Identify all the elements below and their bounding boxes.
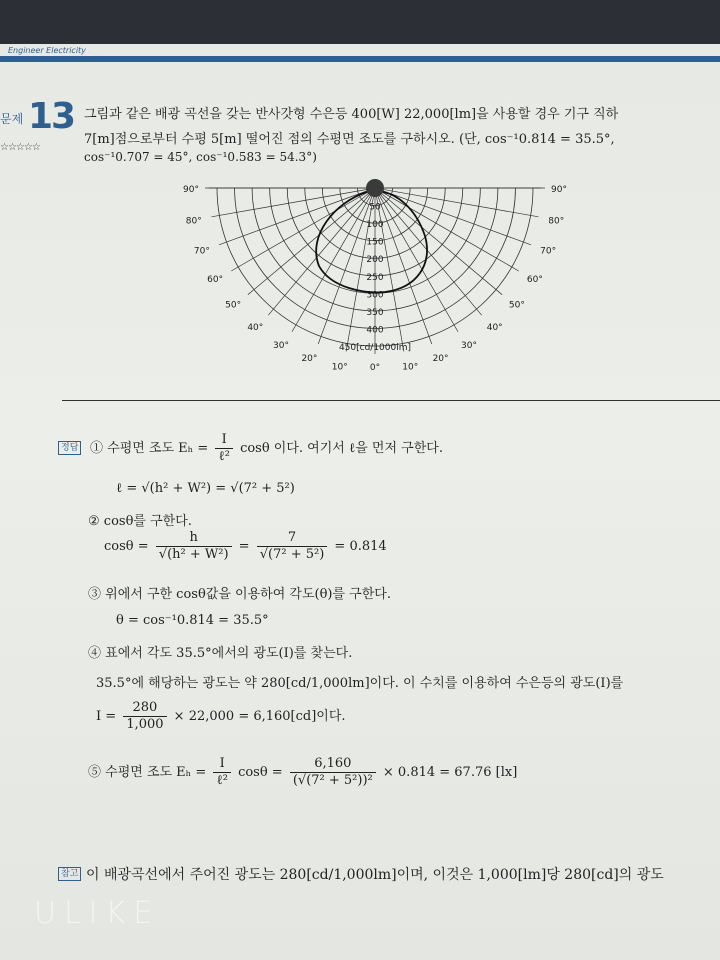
step-5: ⑤ 수평면 조도 Eₕ = $\frac{I}{\text{ℓ²}}$ cosθ = $\frac{6,160}{\text{(√(7² + 5²))²}}$ × 0.814 = 67.76 [lx] (88, 756, 518, 788)
angle-label-right: 30° (461, 340, 477, 351)
intensity-scale-label: 50 (369, 202, 381, 213)
problem-tag: 문제 (0, 112, 24, 126)
question-line-2: 7[m]점으로부터 수평 5[m] 떨어진 점의 수평면 조도를 구하시오. (단, cos⁻¹0.814 = 35.5°, (84, 132, 615, 147)
angle-label-left: 40° (247, 322, 264, 333)
step-4: ④ 표에서 각도 35.5°에서의 광도(I)를 찾는다. (88, 646, 353, 661)
angle-label-right: 70° (540, 246, 557, 257)
intensity-scale-label: 150 (366, 237, 384, 248)
intensity-scale-label: 200 (366, 255, 384, 266)
intensity-scale-label: 100 (366, 220, 384, 231)
header-title-1: Engineer Electricity (8, 46, 86, 55)
angle-label-zero: 0° (369, 363, 381, 373)
angle-label-right: 80° (548, 216, 565, 227)
camera-watermark: ULIKE (34, 896, 161, 931)
intensity-scale-label: 400 (366, 325, 384, 336)
angle-label-right: 20° (432, 354, 449, 365)
angle-label-right: 90° (551, 185, 567, 195)
step-4-formula: I = $\frac{280}{1,000}$ × 22,000 = 6,160[cd]이다. (96, 700, 346, 732)
difficulty-stars: ☆☆☆☆☆ (0, 142, 40, 153)
angle-label-left: 20° (301, 354, 318, 365)
intensity-scale-label: 350 (366, 307, 384, 318)
note-badge: 참고 (58, 867, 81, 881)
angle-label-left: 70° (193, 246, 210, 257)
step-2-formula: cosθ = $\frac{h}{\text{√(h² + W²)}}$ = $\frac{7}{\text{√(7² + 5²)}}$ = 0.814 (104, 530, 387, 562)
intensity-scale-label: 250 (366, 272, 384, 283)
angle-label-right: 40° (486, 322, 503, 333)
note-text: 이 배광곡선에서 주어진 광도는 280[cd/1,000lm]이며, 이것은 1,000[lm]당 280[cd]의 광도 (86, 867, 664, 883)
step-1-formula: ℓ = √(h² + W²) = √(7² + 5²) (116, 481, 295, 496)
step-3-formula: θ = cos⁻¹0.814 = 35.5° (116, 613, 269, 628)
question-line-3: cos⁻¹0.707 = 45°, cos⁻¹0.583 = 54.3°) (84, 150, 317, 164)
polar-distribution-diagram (0, 0, 720, 400)
angle-label-left: 50° (225, 300, 242, 311)
angle-label-left: 90° (183, 185, 199, 195)
problem-number: 13 (28, 96, 75, 137)
angle-label-right: 10° (402, 362, 419, 373)
answer-badge: 정답 (58, 441, 81, 455)
question-line-1: 그림과 같은 배광 곡선을 갖는 반사갓형 수은등 400[W] 22,000[lm]을 사용할 경우 기구 직하 (84, 107, 619, 122)
angle-label-left: 10° (331, 362, 348, 373)
section-divider (62, 400, 720, 401)
step-3: ③ 위에서 구한 cosθ값을 이용하여 각도(θ)를 구한다. (88, 587, 391, 602)
angle-label-left: 30° (273, 340, 289, 351)
polar-grid (183, 179, 567, 373)
intensity-scale-label: 300 (366, 290, 384, 301)
step-1: ① 수평면 조도 Eₕ = $\frac{I}{\text{ℓ²}}$ cosθ 이다. 여기서 ℓ을 먼저 구한다. (90, 432, 443, 464)
angle-label-right: 50° (508, 300, 525, 311)
step-4-detail: 35.5°에 해당하는 광도는 약 280[cd/1,000lm]이다. 이 수치를 이용하여 수은등의 광도(I)를 (96, 676, 624, 691)
intensity-unit-label: 450[cd/1000lm] (338, 343, 412, 353)
step-2: ② cosθ를 구한다. (88, 514, 192, 529)
angle-label-right: 60° (526, 275, 543, 285)
lamp-source-icon (366, 179, 384, 197)
angle-label-left: 80° (185, 216, 202, 227)
angle-label-left: 60° (207, 275, 224, 285)
